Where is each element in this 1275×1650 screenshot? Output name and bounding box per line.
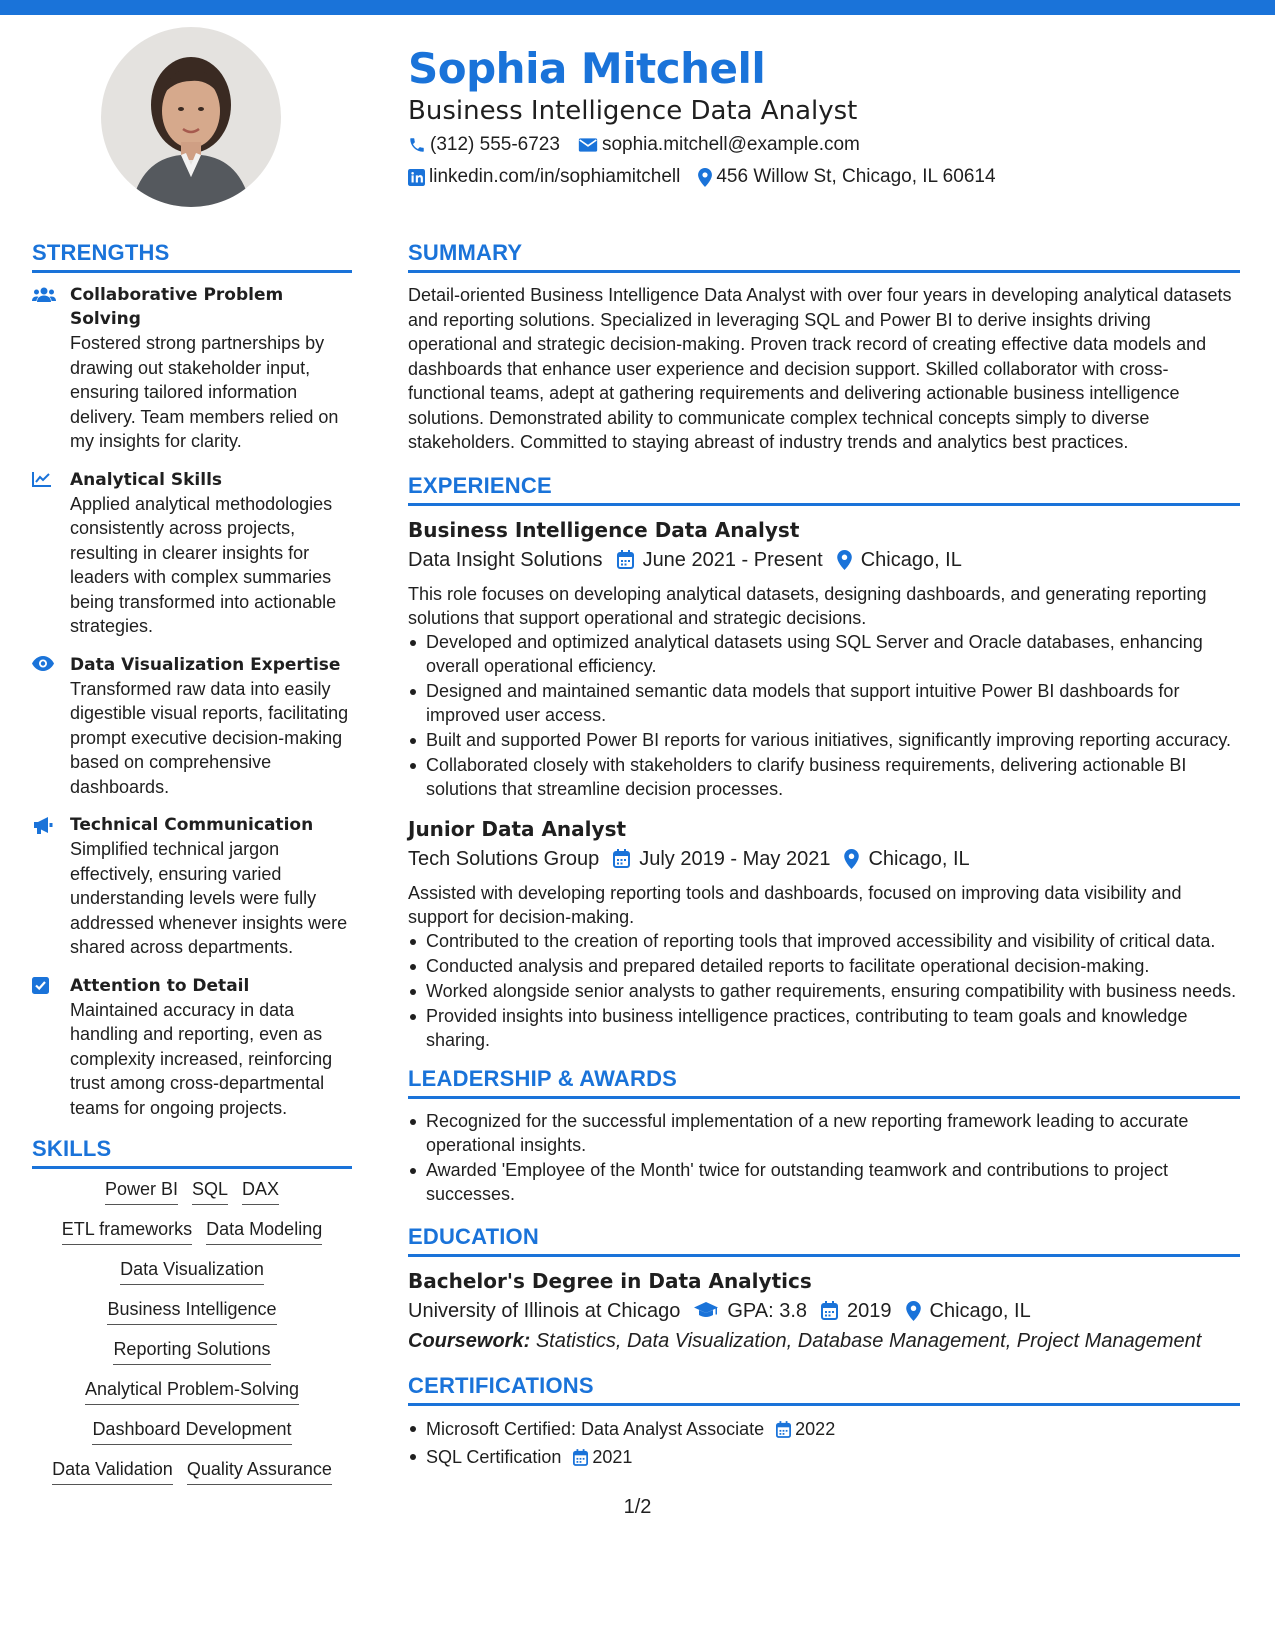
certifications-heading: CERTIFICATIONS — [408, 1373, 1240, 1406]
skill-tag: Business Intelligence — [107, 1299, 276, 1325]
calendar-icon — [613, 849, 630, 868]
bullet-item: Recognized for the successful implementation of a new reporting framework leading to accurate operational insights. — [408, 1109, 1240, 1157]
strength-description: Fostered strong partnerships by drawing out stakeholder input, ensuring tailored information delivery. Team members relied on my insights for clarity. — [70, 333, 339, 451]
strength-title: Data Visualization Expertise — [70, 654, 341, 675]
strength-title: Technical Communication — [70, 815, 314, 835]
phone-icon — [408, 136, 426, 154]
email-text: sophia.mitchell@example.com — [601, 134, 860, 155]
strength-description: Simplified technical jargon effectively, ensuring varied understanding levels were fully addressed whenever insights were shared across departments. — [70, 839, 348, 957]
megaphone-icon — [32, 816, 53, 835]
skill-tag: Data Visualization — [120, 1259, 264, 1285]
calendar-icon — [573, 1449, 588, 1466]
skill-row — [32, 1379, 352, 1405]
strengths-heading: STRENGTHS — [32, 240, 352, 273]
map-pin-icon — [906, 1301, 921, 1321]
job-description: Assisted with developing reporting tools and dashboards, focused on improving data visibility and support for decision-making. — [408, 882, 1182, 927]
job-bullets — [408, 630, 1240, 801]
bullet-item: Developed and optimized analytical datasets using SQL Server and Oracle databases, enhancing overall operational efficiency. — [408, 630, 1240, 678]
calendar-icon — [776, 1421, 791, 1438]
coursework-label: Coursework: — [408, 1329, 531, 1352]
job-location: Chicago, IL — [868, 847, 970, 870]
skill-row — [32, 1179, 352, 1205]
left-column — [32, 240, 352, 1499]
graduation-cap-icon — [694, 1302, 718, 1319]
education-meta — [408, 1297, 1240, 1325]
strength-description: Applied analytical methodologies consistently across projects, resulting in clearer insights for leaders with complex summaries being transformed into actionable strategies. — [70, 493, 337, 636]
candidate-name: Sophia Mitchell — [408, 44, 766, 93]
certification-list — [408, 1416, 1240, 1471]
bullet-item: Provided insights into business intelligence practices, contributing to team goals and knowledge sharing. — [408, 1004, 1240, 1052]
users-icon — [32, 286, 56, 304]
contact-row-2 — [408, 166, 1014, 188]
phone-text: (312) 555-6723 — [430, 134, 560, 155]
top-accent-bar — [0, 0, 1275, 15]
bullet-item: Built and supported Power BI reports for various initiatives, significantly improving reporting accuracy. — [408, 728, 1240, 752]
job-role: Junior Data Analyst — [408, 816, 627, 841]
skill-tag: ETL frameworks — [62, 1219, 192, 1245]
skill-row — [32, 1299, 352, 1325]
certification-year: 2022 — [795, 1418, 836, 1439]
certification-item — [408, 1416, 1240, 1443]
right-column — [408, 240, 1240, 1472]
linkedin-icon — [408, 169, 425, 186]
bullet-item: Awarded 'Employee of the Month' twice for outstanding teamwork and contributions to project successes. — [408, 1158, 1240, 1206]
phone-contact[interactable] — [408, 134, 560, 156]
certification-item — [408, 1444, 1240, 1471]
strength-item — [32, 468, 352, 639]
job-meta — [408, 546, 1240, 574]
school-location: Chicago, IL — [929, 1299, 1031, 1322]
skill-tag: SQL — [192, 1179, 228, 1205]
checkbox-icon — [32, 977, 49, 994]
certification-name: Microsoft Certified: Data Analyst Associate — [426, 1418, 765, 1439]
address-contact — [698, 166, 995, 188]
skill-row — [32, 1219, 352, 1245]
map-pin-icon — [844, 849, 859, 869]
job-bullets — [408, 929, 1240, 1052]
job-entry — [408, 815, 1240, 1052]
skill-tag: Data Validation — [52, 1459, 173, 1485]
page-number: 1/2 — [623, 1496, 652, 1518]
skill-tag: DAX — [242, 1179, 279, 1205]
job-dates: July 2019 - May 2021 — [639, 847, 831, 870]
skill-tag: Reporting Solutions — [113, 1339, 270, 1365]
skill-tag: Dashboard Development — [92, 1419, 291, 1445]
profile-photo — [101, 27, 281, 207]
contact-row-1 — [408, 134, 878, 156]
degree-title: Bachelor's Degree in Data Analytics — [408, 1268, 812, 1293]
job-company: Data Insight Solutions — [408, 548, 603, 571]
bullet-item: Collaborated closely with stakeholders to clarify business requirements, delivering actionable BI solutions that streamline decision processes. — [408, 753, 1240, 801]
certification-name: SQL Certification — [426, 1446, 562, 1467]
skill-row — [32, 1459, 352, 1485]
calendar-icon — [617, 550, 634, 569]
strength-description: Transformed raw data into easily digestible visual reports, facilitating prompt executive decision-making based on comprehensive dashboards. — [70, 678, 349, 797]
skills-section — [32, 1136, 352, 1485]
job-entry — [408, 516, 1240, 801]
school-name: University of Illinois at Chicago — [408, 1299, 681, 1322]
linkedin-text: linkedin.com/in/sophiamitchell — [429, 166, 681, 187]
bullet-item: Designed and maintained semantic data models that support intuitive Power BI dashboards for improved user access. — [408, 679, 1240, 727]
skill-tag: Analytical Problem-Solving — [85, 1379, 299, 1405]
calendar-icon — [821, 1301, 838, 1320]
job-company: Tech Solutions Group — [408, 847, 600, 870]
certification-year: 2021 — [592, 1446, 633, 1467]
graduation-year: 2019 — [847, 1299, 892, 1322]
skill-row — [32, 1259, 352, 1285]
bullet-item: Conducted analysis and prepared detailed reports to facilitate operational decision-making. — [408, 954, 1240, 978]
candidate-title: Business Intelligence Data Analyst — [408, 96, 858, 126]
strength-item — [32, 974, 352, 1121]
experience-heading: EXPERIENCE — [408, 473, 1240, 506]
skill-row — [32, 1339, 352, 1365]
strength-title: Collaborative Problem Solving — [70, 285, 284, 329]
gpa-value: GPA: 3.8 — [727, 1299, 808, 1322]
strength-title: Analytical Skills — [70, 469, 223, 490]
map-pin-icon — [698, 168, 712, 187]
leadership-bullets — [408, 1109, 1240, 1206]
skill-row — [32, 1419, 352, 1445]
job-meta — [408, 845, 1240, 873]
skill-tag: Data Modeling — [206, 1219, 322, 1245]
strength-item — [32, 813, 352, 960]
summary-heading: SUMMARY — [408, 240, 1240, 273]
strength-title: Attention to Detail — [70, 975, 250, 996]
skill-tag: Quality Assurance — [187, 1459, 332, 1485]
job-location: Chicago, IL — [860, 548, 962, 571]
job-dates: June 2021 - Present — [642, 548, 823, 571]
skill-tag: Power BI — [105, 1179, 178, 1205]
strength-item — [32, 653, 352, 800]
coursework-list: Statistics, Data Visualization, Database Management, Project Management — [535, 1329, 1202, 1352]
map-pin-icon — [837, 550, 852, 570]
strength-description: Maintained accuracy in data handling and reporting, even as complexity increased, reinforcing trust among cross-departmental teams for ongoing projects. — [70, 999, 333, 1118]
job-role: Business Intelligence Data Analyst — [408, 517, 800, 542]
skills-heading: SKILLS — [32, 1136, 352, 1169]
email-contact[interactable] — [578, 134, 860, 156]
job-description: This role focuses on developing analytical datasets, designing dashboards, and generating reporting solutions that support operational and strategic decisions. — [408, 583, 1207, 628]
bullet-item: Worked alongside senior analysts to gather requirements, ensuring compatibility with business needs. — [408, 979, 1240, 1003]
linkedin-contact[interactable] — [408, 166, 680, 188]
chart-line-icon — [32, 471, 52, 487]
address-text: 456 Willow St, Chicago, IL 60614 — [716, 166, 996, 187]
leadership-heading: LEADERSHIP & AWARDS — [408, 1066, 1240, 1099]
eye-icon — [32, 656, 54, 671]
bullet-item: Contributed to the creation of reporting tools that improved accessibility and visibility of critical data. — [408, 929, 1240, 953]
education-heading: EDUCATION — [408, 1224, 1240, 1257]
envelope-icon — [578, 137, 598, 153]
coursework — [408, 1327, 1240, 1355]
summary-text: Detail-oriented Business Intelligence Data Analyst with over four years in developing analytical datasets and reporting solutions. Specialized in leveraging SQL and Power BI to derive insights driving operational and strategic decision-making. Proven track record of creating effective data models and dashboards that enhance user experience and decision support. Skilled collaborator with cross-functional teams, adept at gathering requirements and delivering actionable business intelligence solutions. Demonstrated ability to communicate complex technical concepts simply to diverse stakeholders. Committed to staying abreast of industry trends and analytics best practices. — [408, 285, 1232, 452]
strength-item — [32, 283, 352, 454]
